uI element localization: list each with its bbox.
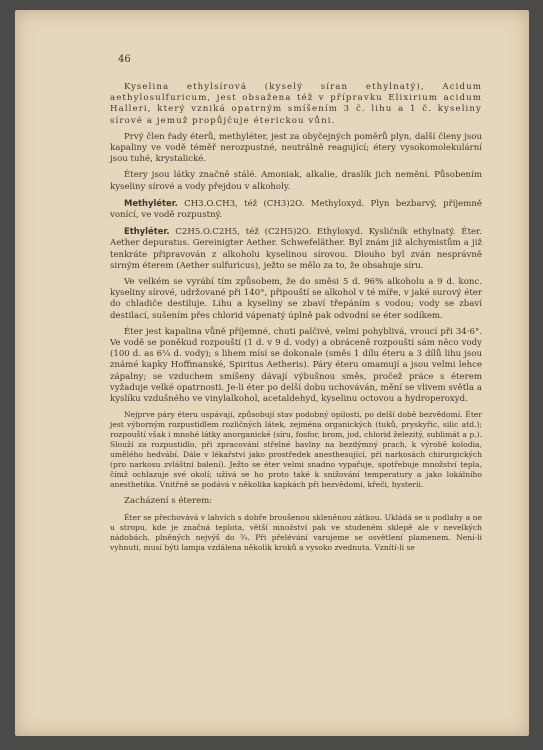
paragraph-ethylsulfuric-acid: Kyselina ethylsírová (kyselý síran ethylnatý), Acidum aethylosulfuricum, jest obsažena též v přípravku Elixirium acidum Halleri, který vzniká opatrným smíšením 3 č. lihu a 1 č. kyseliny sírové a jemuž propůjčuje éterickou vůni. (110, 82, 482, 126)
paragraph-ethylether (110, 226, 482, 272)
paragraph-production: Ve velkém se vyrábí tím způsobem, že do směsi 5 d. 96% alkoholu a 9 d. konc. kyseliny sírové, udržované při 140°, připouští se alkohol v té míře, v jaké surový éter do chladiče destiluje. Lihu a kyseliny se zbaví třepáním s vodou; vody se zbaví destilací, sušením přes chlorid vápenatý úplně pak odvodní se éter sodíkem. (110, 277, 482, 321)
page-number: 46 (118, 54, 131, 65)
methylether-heading: Methyléter. (124, 197, 178, 208)
methylether-text: CH3.O.CH3, též (CH3)2O. Methyloxyd. Plyn bezbarvý, příjemně vonící, ve vodě rozpustný. (110, 198, 482, 221)
ethylether-text: C2H5.O.C2H5, též (C2H5)2O. Ethyloxyd. Kysličník ethylnatý. Éter. Aether depuratus. Gereinigter Aether. Schwefeläther. Byl znám již alchymistům a již tenkráte připravován z alkoholu kyselinou sírovou. Dlouho byl zván nesprávně sirným éterem (Aether sulfuricus), ježto se mělo za to, že obsahuje síru. (110, 227, 483, 271)
section-subheading: Zacházení s éterem: (124, 496, 213, 507)
ethylether-heading: Ethyléter. (124, 226, 170, 237)
paragraph-ether-series: Prvý člen řady éterů, methyléter, jest za obyčejných poměrů plyn, další členy jsou kapaliny ve vodě téměř nerozpustné, neutrálně reagující; étery vysokomolekulární jsou tuhé, krystalické. (110, 131, 482, 165)
page-body (110, 82, 482, 558)
paragraph-ether-stability: Étery jsou látky značně stálé. Amoniak, alkalie, draslík jich nemění. Působením kyseliny sírové a vody přejdou v alkoholy. (110, 170, 482, 192)
paragraph-properties: Éter jest kapalina vůně příjemné, chuti palčivé, velmi pohyblivá, vroucí při 34·6°. Ve vodě se poněkud rozpouští (1 d. v 9 d. vody) a obráceně rozpouští sám něco vody (100 d. as 6¼ d. vody); s lihem mísí se dokonale (směs 1 dílu éteru a 3 dílů lihu jsou známé kapky Hoffmanské, Spiritus Aetheris). Páry éteru omamují a jsou velmi lehce zápalny; se vzduchem smíšeny dávají výbušnou směs, pročež práce s éterem vyžaduje velké opatrnosti. Je-li éter po delší dobu uchováván, mění se vlivem světla a kyslíku vzdušného ve vinylalkohol, acetaldehyd, kyselinu octovou a hydroperoxyd. (110, 326, 482, 405)
paragraph-methylether (110, 198, 482, 221)
paragraph-handling: Éter se přechovává v lahvích s dobře broušenou skleněnou zátkou. Ukládá se u podlahy a ne u stropu, kde je značná teplota, větší množství pak ve studeném sklepě ale v nevelkých nádobách, plněných nejvýš do ¾. Při přelévání varujeme se osvětlení plamenem. Není-li vyhnuti, musí býti lampa vzdálena několik kroků a vysoko zvednuta. Vznítí-li se (110, 513, 482, 553)
paragraph-uses: Nejprve páry éteru uspávají, způsobují stav podobný opilosti, po delší době bezvědomí. Éter jest výborným rozpustidlem rozličných látek, zejména organických (tuků, pryskyřic, silic atd.); rozpouští však i mnohé látky anorganické (síru, fosfor, brom, jod, chlorid železitý, sublimát a p.). Slouží za rozpustidlo, při zpracování střelné bavlny na bezdýmný prach, k výrobě kolodia, umělého hedvábí. Dále v lékařství jako prostředek anesthesující, při narkosách chirurgických (pro narkosu zvláštní balení). Ježto se éter velmi snadno vypařuje, spotřebuje množství tepla, čímž ochlazuje své okolí; užívá se ho proto také k snižování temperatury a jako lokálního anesthetika. Vnitřně se podává v několika kapkách při bezvědomí, křeči, hysterii. (110, 410, 482, 490)
